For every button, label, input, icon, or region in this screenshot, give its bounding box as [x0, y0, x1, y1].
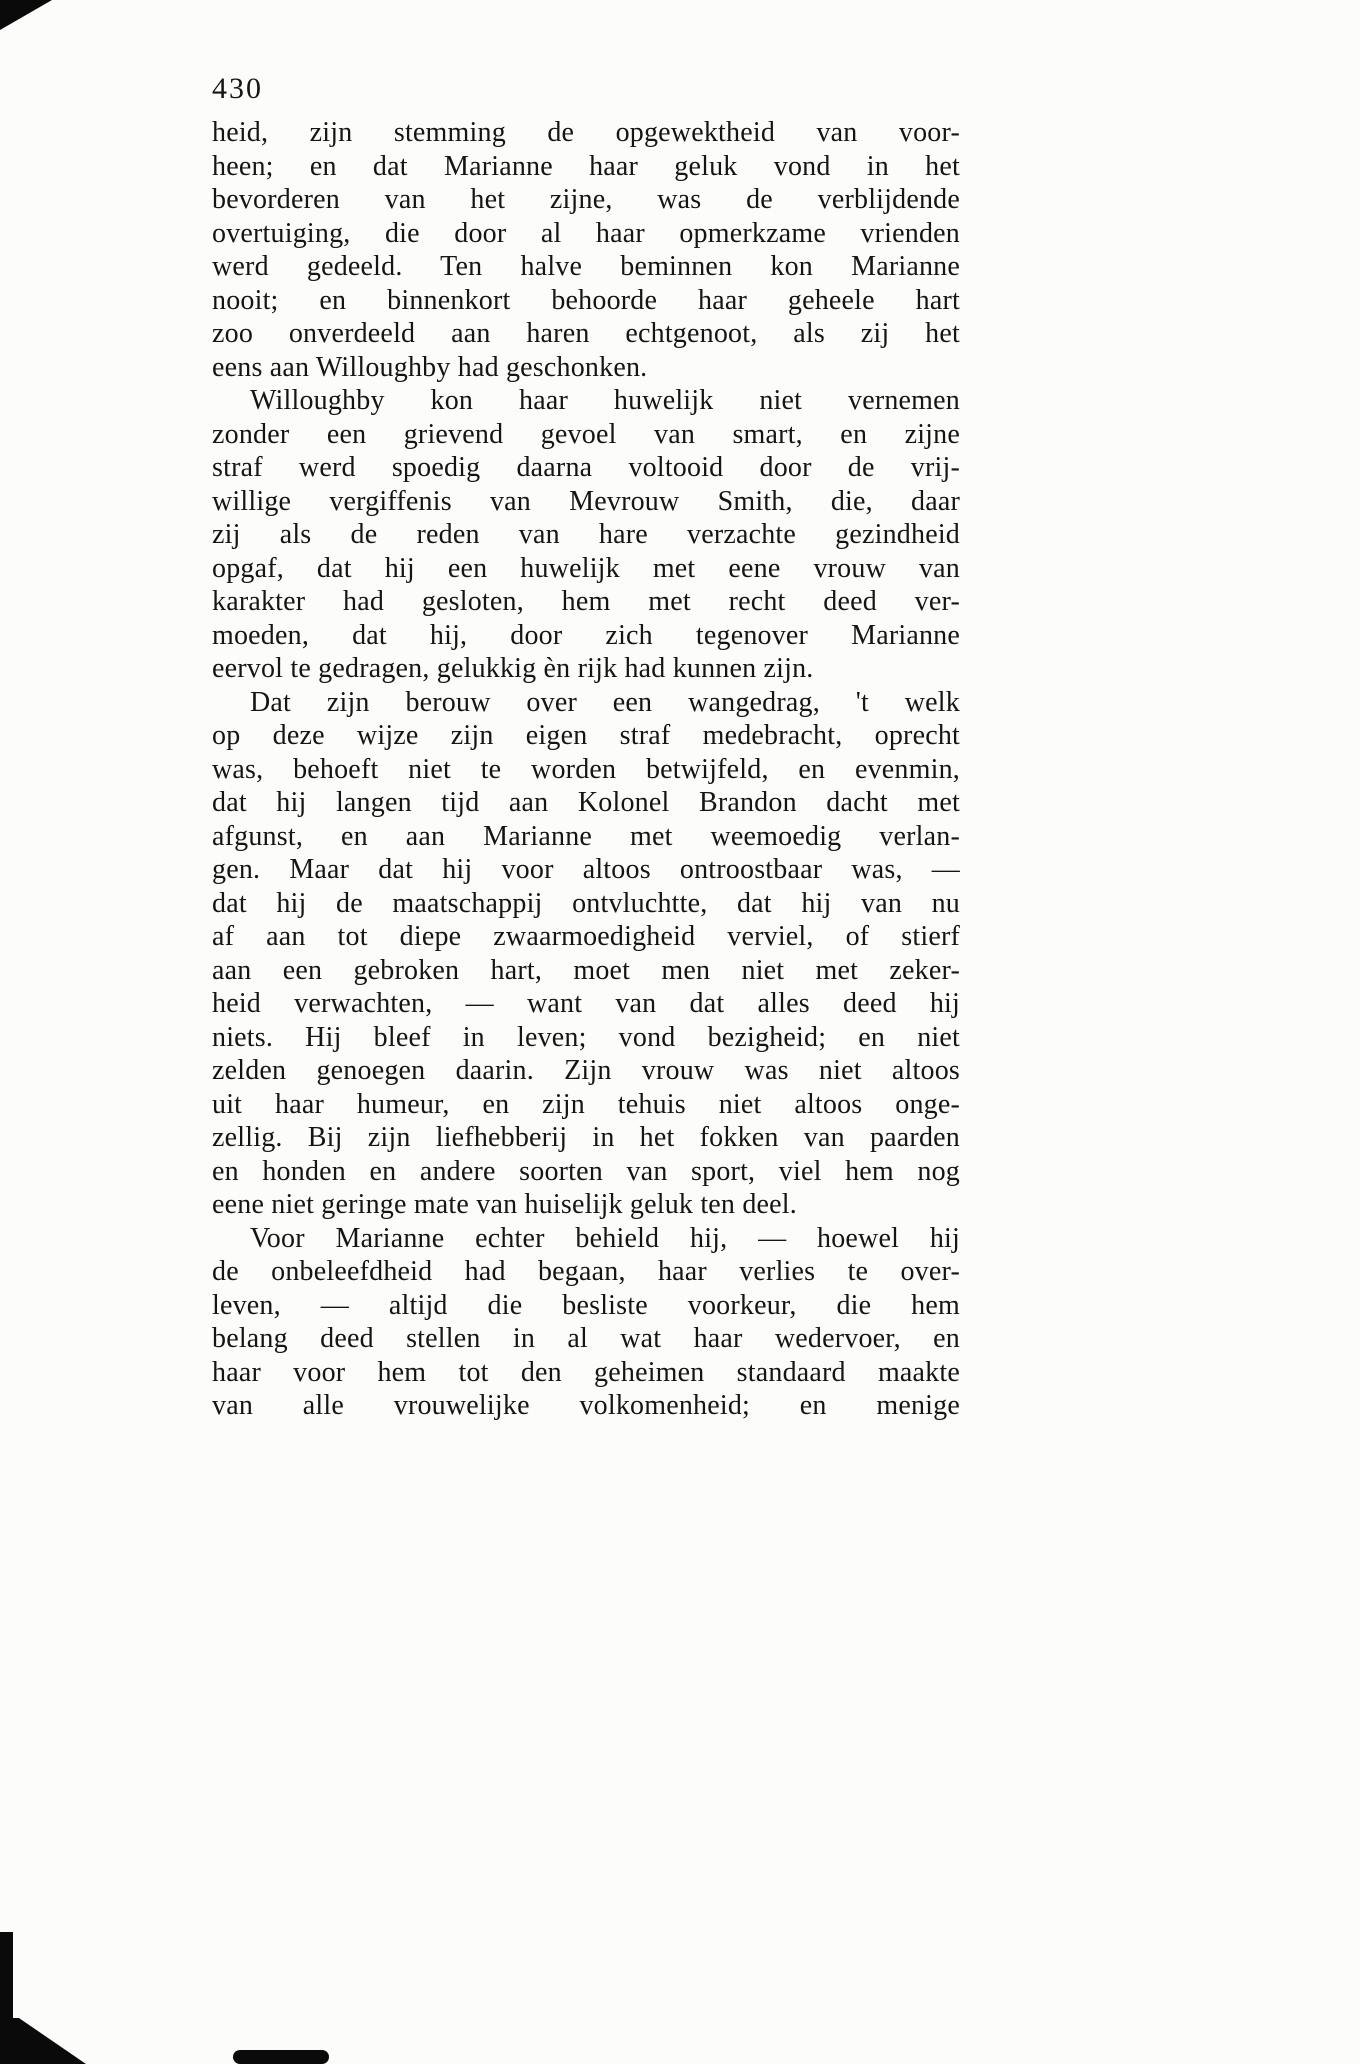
- text-line: Voor Marianne echter behield hij, — hoewel hij: [250, 1222, 960, 1254]
- text-line: willige vergiffenis van Mevrouw Smith, die, daar: [212, 485, 960, 517]
- scan-artifact-bottom-strip: [233, 2050, 329, 2064]
- text-line: dat hij de maatschappij ontvluchtte, dat hij van nu: [212, 887, 960, 919]
- text-line: zoo onverdeeld aan haren echtgenoot, als zij het: [212, 318, 960, 349]
- scan-artifact-top-left: [0, 0, 52, 30]
- page-number: 430: [212, 72, 263, 105]
- text-line: op deze wijze zijn eigen straf medebracht, oprecht: [212, 720, 960, 751]
- text-line: de onbeleefdheid had begaan, haar verlies te over-: [212, 1256, 960, 1287]
- text-line: opgaf, dat hij een huwelijk met eene vrouw van: [212, 552, 960, 584]
- text-line: aan een gebroken hart, moet men niet met zeker-: [212, 954, 960, 986]
- text-line: heen; en dat Marianne haar geluk vond in het: [212, 150, 960, 182]
- text-line: niets. Hij bleef in leven; vond bezigheid; en niet: [212, 1021, 960, 1053]
- text-line: heid verwachten, — want van dat alles deed hij: [212, 988, 960, 1019]
- text-line: nooit; en binnenkort behoorde haar geheele hart: [212, 284, 960, 316]
- text-line: Willoughby kon haar huwelijk niet vernemen: [250, 385, 960, 416]
- text-line: moeden, dat hij, door zich tegenover Marianne: [212, 619, 960, 651]
- text-line: zonder een grievend gevoel van smart, en zijne: [212, 418, 960, 450]
- scan-artifact-bottom-left-corner: [0, 2018, 86, 2064]
- text-line: karakter had gesloten, hem met recht deed ver-: [212, 586, 960, 617]
- text-line: overtuiging, die door al haar opmerkzame vrienden: [212, 217, 960, 249]
- text-line: af aan tot diepe zwaarmoedigheid verviel, of stierf: [212, 921, 960, 952]
- text-line: leven, — altijd die besliste voorkeur, die hem: [212, 1289, 960, 1321]
- text-line: dat hij langen tijd aan Kolonel Brandon dacht met: [212, 787, 960, 818]
- text-line: gen. Maar dat hij voor altoos ontroostbaar was, —: [212, 854, 960, 885]
- text-line: afgunst, en aan Marianne met weemoedig verlan-: [212, 820, 960, 852]
- text-line: eene niet geringe mate van huiselijk geluk ten deel.: [212, 1189, 797, 1220]
- text-line: haar voor hem tot den geheimen standaard maakte: [212, 1356, 960, 1388]
- text-block: [212, 116, 960, 1423]
- text-line: belang deed stellen in al wat haar wedervoer, en: [212, 1323, 960, 1354]
- text-line: uit haar humeur, en zijn tehuis niet altoos onge-: [212, 1088, 960, 1120]
- text-line: straf werd spoedig daarna voltooid door de vrij-: [212, 452, 960, 483]
- text-line: heid, zijn stemming de opgewektheid van voor-: [212, 117, 960, 148]
- text-line: werd gedeeld. Ten halve beminnen kon Marianne: [212, 251, 960, 282]
- text-line: bevorderen van het zijne, was de verblijdende: [212, 184, 960, 215]
- text-line: Dat zijn berouw over een wangedrag, 't welk: [250, 686, 960, 718]
- text-line: van alle vrouwelijke volkomenheid; en menige: [212, 1390, 960, 1421]
- text-line: eervol te gedragen, gelukkig èn rijk had kunnen zijn.: [212, 653, 814, 684]
- text-line: eens aan Willoughby had geschonken.: [212, 351, 648, 383]
- text-line: en honden en andere soorten van sport, viel hem nog: [212, 1155, 960, 1187]
- text-line: zij als de reden van hare verzachte gezindheid: [212, 519, 960, 550]
- text-line: zelden genoegen daarin. Zijn vrouw was niet altoos: [212, 1055, 960, 1086]
- text-line: zellig. Bij zijn liefhebberij in het fokken van paarden: [212, 1122, 960, 1153]
- text-line: was, behoeft niet te worden betwijfeld, en evenmin,: [212, 753, 960, 785]
